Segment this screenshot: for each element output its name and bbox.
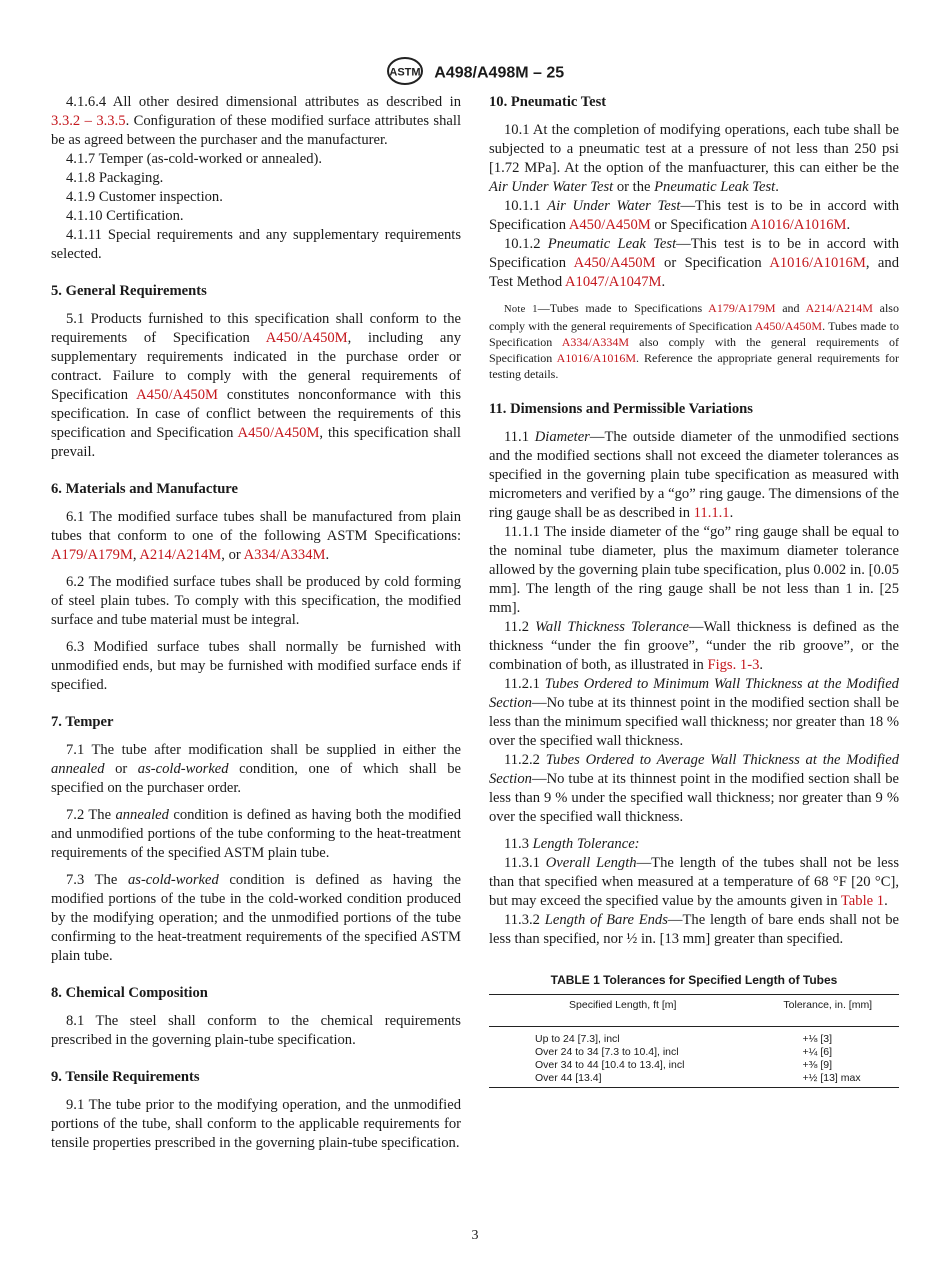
section-7-heading: 7. Temper <box>51 714 114 730</box>
spec-link[interactable]: A450/A450M <box>754 319 823 333</box>
paragraph-7-1: 7.1 The tube after modification shall be supplied in either the annealed or as-cold-worked condition, one of which shall be specified on the purchaser order. <box>51 742 461 796</box>
paragraph-11-1: 11.1 Diameter—The outside diameter of the unmodified sections and the modified sections shall not exceed the diameter tolerances as specified in the governing plain tube specification as measured with micrometers and verified by a “go” ring gauge. The dimensions of the ring gauge shall be as described in 11.1.1. <box>489 429 899 521</box>
table-row <box>489 1059 899 1072</box>
table-cell: Over 24 to 34 [7.3 to 10.4], incl <box>535 1046 679 1058</box>
figure-link[interactable]: Figs. 1-3 <box>707 657 760 673</box>
astm-logo-icon <box>386 56 424 91</box>
paragraph-7-2: 7.2 The annealed condition is defined as having both the modified and unmodified portions of the tube conforming to the heat-treatment requirements of the specified ASTM plain tube. <box>51 807 461 861</box>
paragraph-4-1-8: 4.1.8 Packaging. <box>66 170 164 186</box>
column-header: Specified Length, ft [m] <box>489 995 757 1027</box>
paragraph-4-1-7: 4.1.7 Temper (as-cold-worked or annealed). <box>66 151 323 167</box>
table-cell: +½ [13] max <box>757 1072 899 1088</box>
table-cell: Up to 24 [7.3], incl <box>535 1033 620 1045</box>
table-row <box>489 1046 899 1059</box>
table-row <box>489 1027 899 1047</box>
spec-link[interactable]: A1016/A1016M <box>769 255 866 271</box>
paragraph-11-3-2: 11.3.2 Length of Bare Ends—The length of bare ends shall not be less than specified, nor ½ in. [13 mm] greater than specified. <box>489 912 899 947</box>
table-link[interactable]: Table 1 <box>840 893 885 909</box>
paragraph-10-1-1: 10.1.1 Air Under Water Test—This test is to be in accord with Specification A450/A450M or Specification A1016/A1016M. <box>489 198 900 233</box>
table-cell: +⅛ [3] <box>802 1033 832 1045</box>
paragraph-11-3: 11.3 Length Tolerance: <box>504 836 640 852</box>
section-6-heading: 6. Materials and Manufacture <box>51 481 238 497</box>
paragraph-11-2: 11.2 Wall Thickness Tolerance—Wall thickness is defined as the thickness “under the fin groove”, “under the rib groove”, or the combination of both, as illustrated in Figs. 1-3. <box>489 619 899 673</box>
paragraph-8-1: 8.1 The steel shall conform to the chemical requirements prescribed in the governing plain-tube specification. <box>51 1013 461 1048</box>
table-title: TABLE 1 Tolerances for Specified Length of Tubes <box>550 973 838 987</box>
note-1: Note 1—Tubes made to Specifications A179/A179M and A214/A214M also comply with the general requirements of Specification A450/A450M. Tubes made to Specification A334/A334M also comply with the general requirements of Specification A1016/A1016M. Reference the appropriate general requirements for testing details. <box>489 301 900 381</box>
paragraph-10-1-2: 10.1.2 Pneumatic Leak Test—This test is to be in accord with Specification A450/A450M or Specification A1016/A1016M, and Test Method A1047/A1047M. <box>489 236 900 290</box>
paragraph-4-1-9: 4.1.9 Customer inspection. <box>66 189 223 205</box>
table-cell: Over 44 [13.4] <box>489 1072 757 1088</box>
paragraph-4-1-6-4: 4.1.6.4 All other desired dimensional attributes as described in 3.3.2 – 3.3.5. Configuration of these modified surface attributes shall be as agreed between the purchaser and the manufacturer. <box>51 94 461 148</box>
spec-link[interactable]: A1047/A1047M <box>565 274 662 290</box>
paragraph-10-1: 10.1 At the completion of modifying operations, each tube shall be subjected to a pneumatic test at a pressure of not less than 250 psi [1.72 MPa]. At the option of the manfuacturer, this can either be the Air Under Water Test or the Pneumatic Leak Test. <box>489 122 899 195</box>
left-column <box>51 93 461 1153</box>
spec-link[interactable]: A214/A214M <box>805 301 873 315</box>
spec-link[interactable]: A1016/A1016M <box>750 217 847 233</box>
paragraph-11-2-2: 11.2.2 Tubes Ordered to Average Wall Thickness at the Modified Section—No tube at its thinnest point in the modified section shall be less than 9 % under the specified wall thickness; nor greater than 9 % over the specified wall thickness. <box>489 752 899 825</box>
paragraph-7-3: 7.3 The as-cold-worked condition is defined as having the modified portions of the tube in the cold-worked condition produced by the modifying operation; and the unmodified portions of the tube confirming to the heat-treatment requirements of the specified ASTM plain tube. <box>51 872 461 964</box>
paragraph-11-3-1: 11.3.1 Overall Length—The length of the tubes shall not be less than that specified when measured at a temperature of 68 °F [20 °C], but may exceed the specified value by the amounts given in Table 1. <box>489 855 899 909</box>
spec-link[interactable]: A334/A334M <box>561 335 630 349</box>
table-1 <box>489 971 899 1088</box>
spec-link[interactable]: A1016/A1016M <box>556 351 637 365</box>
spec-link[interactable]: A334/A334M <box>243 547 326 563</box>
svg-text:ASTM: ASTM <box>389 66 421 79</box>
paragraph-6-3: 6.3 Modified surface tubes shall normally be furnished with unmodified ends, but may be furnished with modified surface ends if specified. <box>51 639 461 693</box>
spec-link[interactable]: A450/A450M <box>568 217 651 233</box>
paragraph-5-1: 5.1 Products furnished to this specification shall conform to the requirements of Specification A450/A450M, including any supplementary requirements indicated in the purchase order or contract. Failure to comply with the general requirements of Specification A450/A450M constitutes nonconformance with this specification. In case of conflict between the requirements of this specification and Specification A450/A450M, this specification shall prevail. <box>51 311 461 460</box>
paragraph-6-2: 6.2 The modified surface tubes shall be produced by cold forming of steel plain tubes. To comply with this specification, the modified surface and tube material must be integral. <box>51 574 461 628</box>
table-cell: +⅜ [9] <box>802 1059 832 1071</box>
document-designation: A498/A498M – 25 <box>434 64 565 82</box>
section-5-heading: 5. General Requirements <box>51 283 207 299</box>
paragraph-11-1-1: 11.1.1 The inside diameter of the “go” ring gauge shall be equal to the nominal tube diameter, plus the maximum diameter tolerance allowed by the governing plain tube specification, plus 0.002 in. [0.05 mm]. The length of the ring gauge shall be not less than 1 in. [25 mm]. <box>489 524 899 616</box>
table-cell: Over 34 to 44 [10.4 to 13.4], incl <box>535 1059 685 1071</box>
spec-link[interactable]: A450/A450M <box>573 255 656 271</box>
section-link[interactable]: 3.3.2 – 3.3.5 <box>51 113 126 129</box>
spec-link[interactable]: A179/A179M <box>708 301 776 315</box>
spec-link[interactable]: A450/A450M <box>265 330 348 346</box>
section-11-heading: 11. Dimensions and Permissible Variations <box>489 401 753 417</box>
paragraph-9-1: 9.1 The tube prior to the modifying operation, and the unmodified portions of the tube, shall conform to the applicable requirements for tensile properties prescribed in the governing plain-tube specification. <box>51 1097 461 1151</box>
paragraph-4-1-11: 4.1.11 Special requirements and any supplementary requirements selected. <box>51 227 461 262</box>
spec-link[interactable]: A450/A450M <box>237 425 320 441</box>
paragraph-4-1-10: 4.1.10 Certification. <box>66 208 184 224</box>
right-column <box>489 93 899 1088</box>
section-9-heading: 9. Tensile Requirements <box>51 1069 200 1085</box>
section-10-heading: 10. Pneumatic Test <box>489 94 607 110</box>
spec-link[interactable]: A179/A179M <box>51 547 133 563</box>
section-link[interactable]: 11.1.1 <box>693 505 730 521</box>
section-8-heading: 8. Chemical Composition <box>51 985 208 1001</box>
page-number: 3 <box>471 1228 479 1243</box>
table-row <box>489 1072 899 1088</box>
paragraph-11-2-1: 11.2.1 Tubes Ordered to Minimum Wall Thickness at the Modified Section—No tube at its thinnest point in the modified section shall be less than the minimum specified wall thickness; nor greater than 18 % over the specified wall thickness. <box>489 676 899 749</box>
table-cell: +¼ [6] <box>802 1046 832 1058</box>
spec-link[interactable]: A214/A214M <box>139 547 222 563</box>
tolerance-table <box>489 994 899 1088</box>
paragraph-6-1: 6.1 The modified surface tubes shall be manufactured from plain tubes that conform to one of the following ASTM Specifications: A179/A179M, A214/A214M, or A334/A334M. <box>51 509 461 563</box>
spec-link[interactable]: A450/A450M <box>136 387 218 403</box>
column-header: Tolerance, in. [mm] <box>757 995 899 1027</box>
page-header <box>0 56 950 91</box>
